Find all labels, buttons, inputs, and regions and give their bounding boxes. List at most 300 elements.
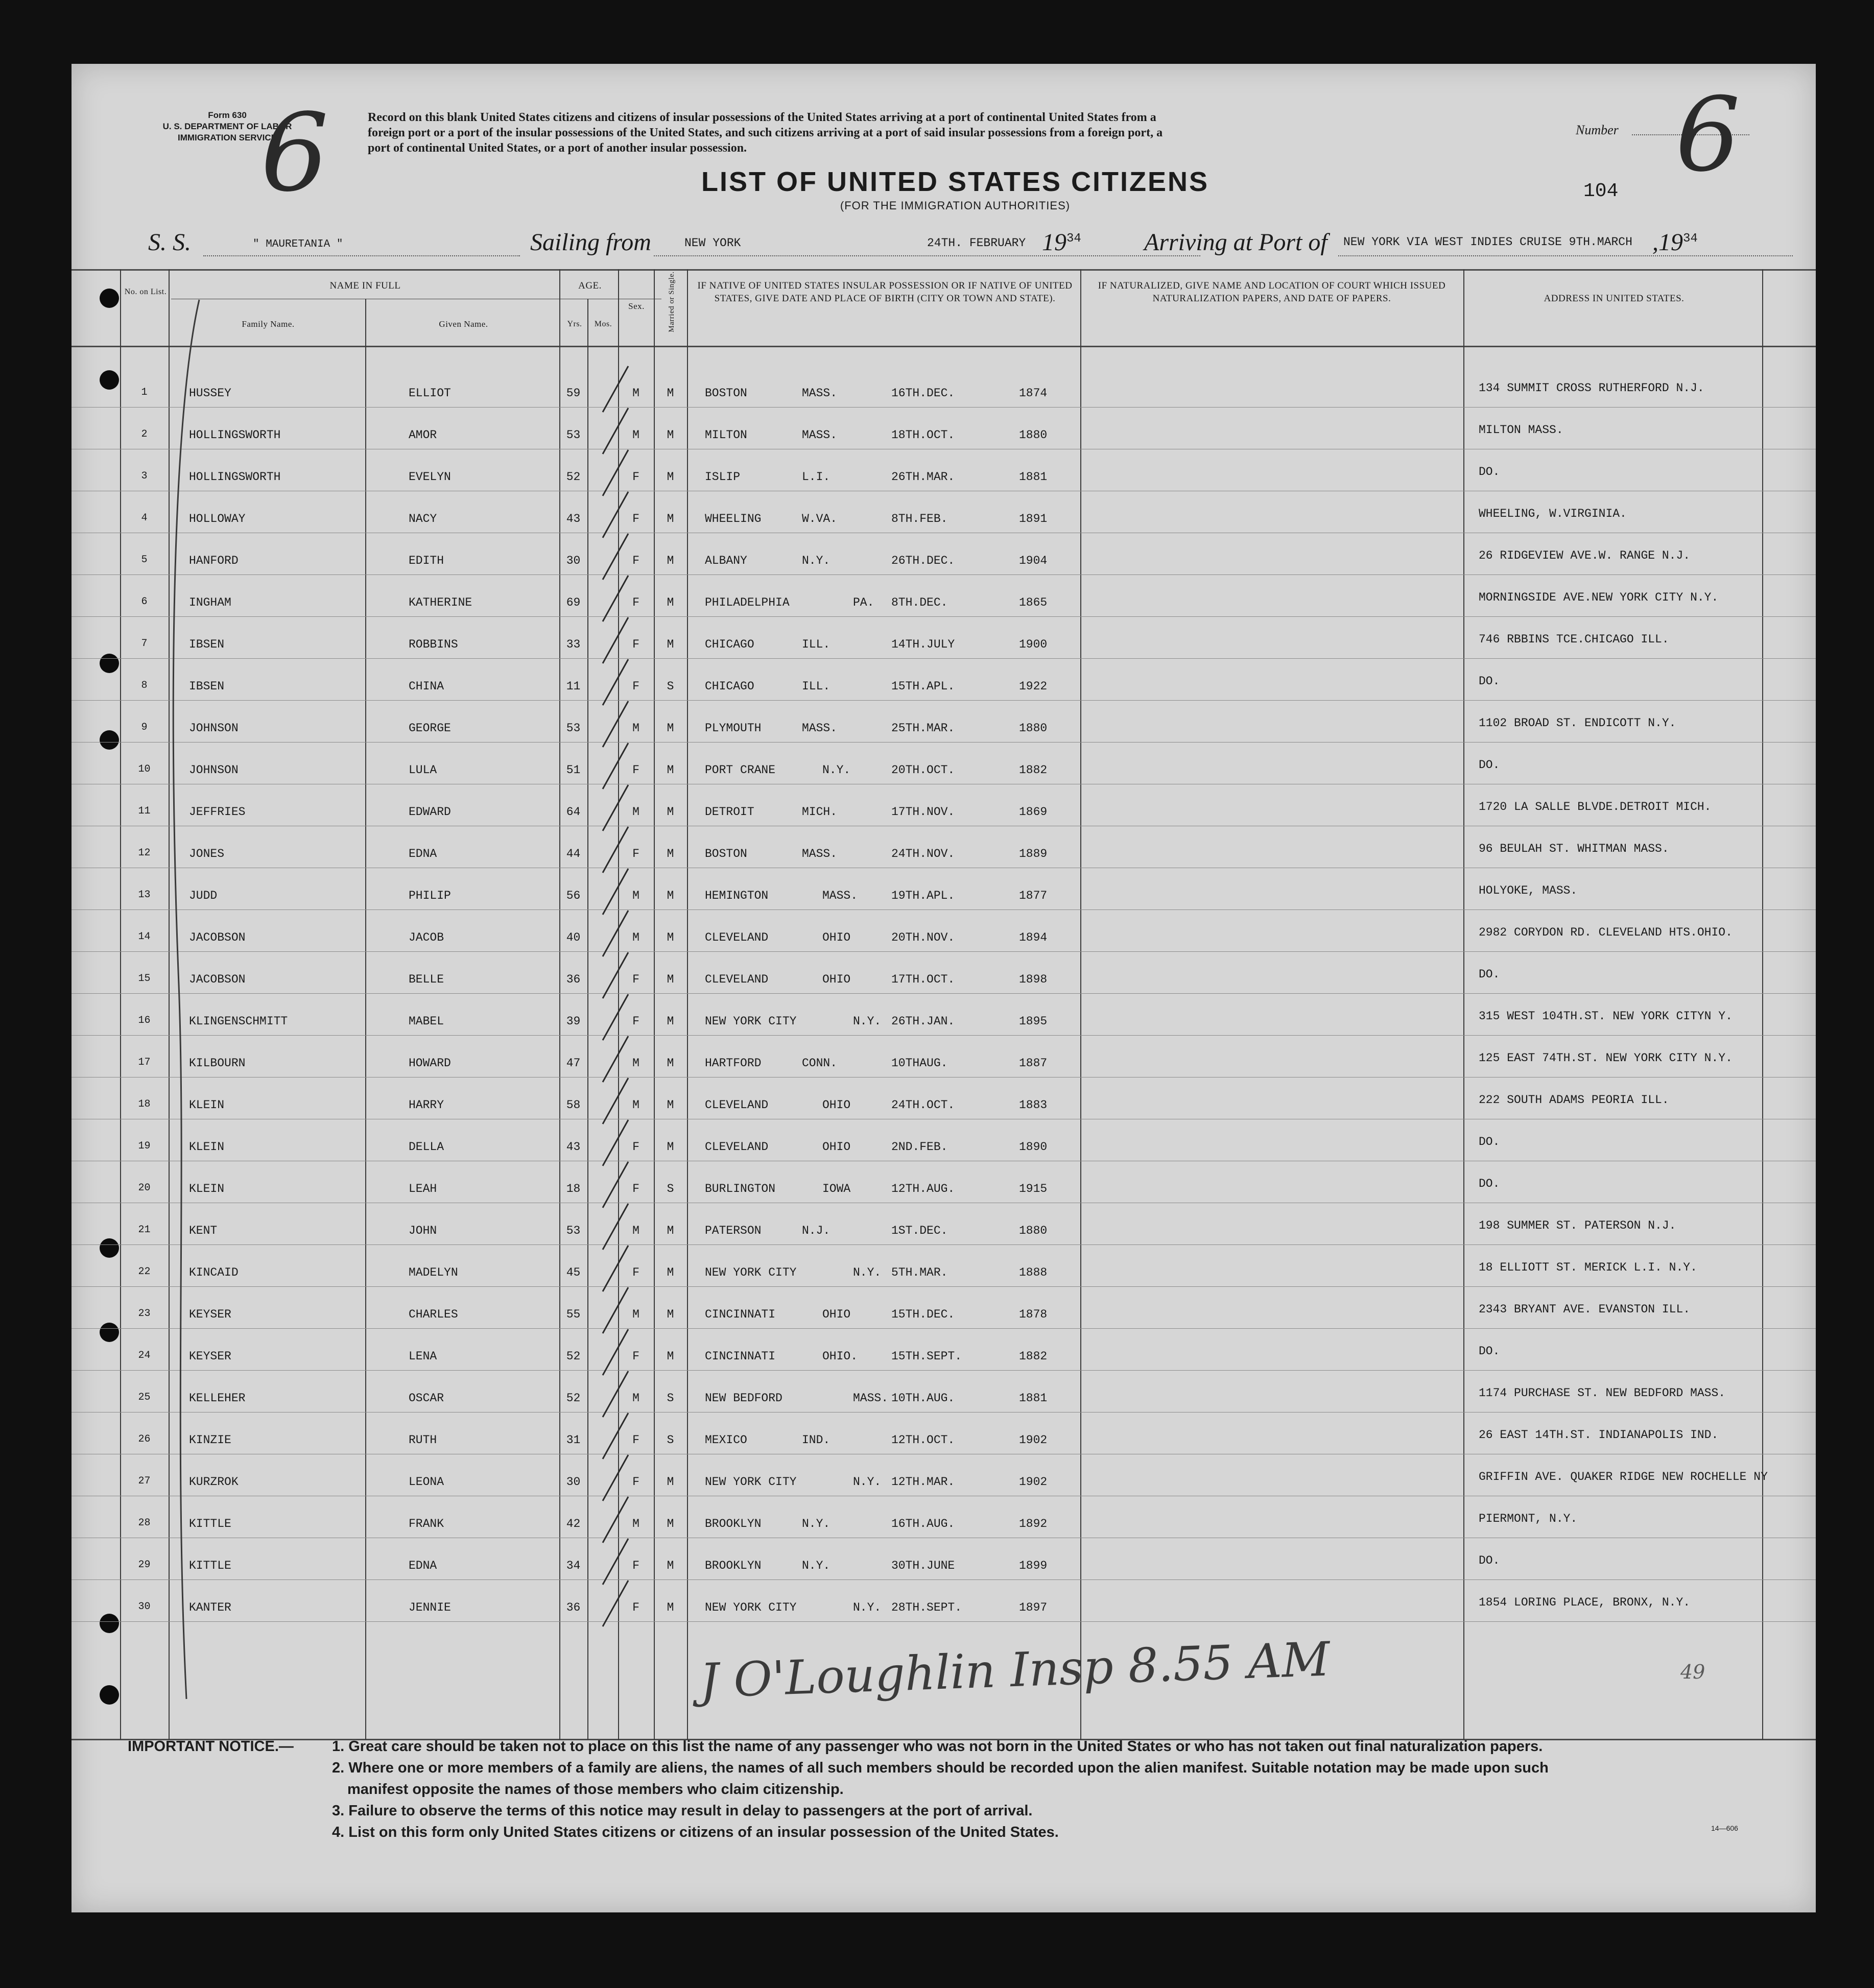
col-head-name: NAME IN FULL [329, 280, 401, 291]
cell-sex: F [632, 1559, 639, 1572]
cell-family: KINZIE [189, 1433, 231, 1447]
cell-date: 17TH.OCT. [891, 973, 955, 986]
cell-age: 55 [566, 1308, 581, 1321]
cell-sex: M [632, 428, 639, 442]
cell-no: 4 [141, 512, 148, 524]
cell-address: DO. [1479, 758, 1500, 772]
check-tick [603, 534, 628, 580]
cell-age: 36 [566, 973, 581, 986]
cell-given: MABEL [409, 1015, 444, 1028]
cell-age: 53 [566, 1224, 581, 1237]
cell-state: MASS. [802, 847, 838, 860]
cell-sex: M [632, 889, 639, 902]
check-tick [603, 450, 628, 496]
cell-age: 31 [566, 1433, 581, 1447]
cell-age: 44 [566, 847, 581, 860]
handwritten-number-right: 6 [1675, 76, 1741, 195]
cell-state: MASS. [853, 1392, 889, 1405]
cell-address: DO. [1479, 1177, 1500, 1190]
cell-year: 1895 [1019, 1015, 1048, 1028]
cell-year: 1892 [1019, 1517, 1048, 1530]
cell-family: IBSEN [189, 680, 225, 693]
cell-age: 45 [566, 1266, 581, 1279]
cell-city: BURLINGTON [705, 1182, 776, 1195]
cell-ms: M [667, 512, 674, 525]
page-number: 104 [1583, 180, 1619, 202]
cell-address: GRIFFIN AVE. QUAKER RIDGE NEW ROCHELLE NY [1479, 1470, 1768, 1483]
check-tick [603, 1329, 628, 1375]
arriving-port: NEW YORK VIA WEST INDIES CRUISE 9TH.MARCH [1343, 235, 1632, 249]
notice-label: IMPORTANT NOTICE.— [128, 1738, 294, 1755]
cell-no: 28 [138, 1517, 151, 1529]
cell-sex: M [632, 1517, 639, 1530]
col-rule [1463, 269, 1464, 1740]
cell-state: N.Y. [802, 1517, 831, 1530]
margin-note: 49 [1680, 1661, 1705, 1683]
check-tick [603, 1162, 628, 1208]
cell-year: 1899 [1019, 1559, 1048, 1572]
instruction-line: foreign port or a port of the insular possessions of the United States, and such citizens arriving at a port of said insular possessions from a foreign port, a [368, 126, 1163, 139]
instruction-line: port of continental United States, or a port of another insular possession. [368, 141, 747, 155]
cell-date: 10TH.AUG. [891, 1392, 955, 1405]
col-head-age: AGE. [578, 280, 602, 291]
check-tick [603, 366, 628, 412]
cell-sex: M [632, 931, 639, 944]
cell-ms: M [667, 1601, 674, 1614]
cell-sex: F [632, 680, 639, 693]
cell-city: CHICAGO [705, 680, 754, 693]
cell-year: 1869 [1019, 805, 1048, 819]
cell-state: N.Y. [853, 1015, 882, 1028]
cell-age: 58 [566, 1098, 581, 1112]
cell-address: DO. [1479, 1135, 1500, 1148]
page-subtitle: (FOR THE IMMIGRATION AUTHORITIES) [840, 199, 1071, 212]
cell-year: 1904 [1019, 554, 1048, 567]
cell-state: MASS. [822, 889, 858, 902]
cell-year: 1874 [1019, 387, 1048, 400]
cell-date: 24TH.NOV. [891, 847, 955, 860]
check-tick [603, 785, 628, 831]
cell-given: GEORGE [409, 722, 451, 735]
cell-age: 43 [566, 1140, 581, 1154]
cell-family: KLINGENSCHMITT [189, 1015, 288, 1028]
cell-sex: F [632, 1015, 639, 1028]
cell-ms: M [667, 387, 674, 400]
cell-given: EDITH [409, 554, 444, 567]
cell-year: 1915 [1019, 1182, 1048, 1195]
form-number: Form 630 [208, 110, 247, 120]
cell-date: 8TH.DEC. [891, 596, 948, 609]
instruction-line: Record on this blank United States citizens and citizens of insular possessions of the United States arriving at a port of continental United States from a [368, 111, 1156, 124]
check-tick [603, 1413, 628, 1459]
check-tick [603, 1539, 628, 1585]
cell-year: 1900 [1019, 638, 1048, 651]
cell-ms: M [667, 847, 674, 860]
cell-address: MORNINGSIDE AVE.NEW YORK CITY N.Y. [1479, 591, 1719, 604]
cell-state: L.I. [802, 470, 831, 484]
cell-no: 21 [138, 1224, 151, 1236]
cell-ms: M [667, 638, 674, 651]
cell-city: NEW BEDFORD [705, 1392, 782, 1405]
cell-sex: M [632, 722, 639, 735]
cell-state: N.Y. [853, 1601, 882, 1614]
cell-given: MADELYN [409, 1266, 458, 1279]
cell-ms: M [667, 1350, 674, 1363]
cell-sex: M [632, 387, 639, 400]
cell-age: 34 [566, 1559, 581, 1572]
check-tick [603, 701, 628, 747]
col-head-given: Given Name. [439, 319, 488, 329]
cell-family: JUDD [189, 889, 218, 902]
cell-year: 1880 [1019, 428, 1048, 442]
cell-address: DO. [1479, 465, 1500, 478]
cell-sex: F [632, 1475, 639, 1489]
cell-city: HARTFORD [705, 1057, 762, 1070]
arriving-label: Arriving at Port of [1144, 229, 1327, 256]
cell-ms: M [667, 1475, 674, 1489]
cell-year: 1881 [1019, 1392, 1048, 1405]
cell-state: OHIO. [822, 1350, 858, 1363]
cell-address: 198 SUMMER ST. PATERSON N.J. [1479, 1219, 1676, 1232]
check-tick [603, 1120, 628, 1166]
cell-date: 26TH.MAR. [891, 470, 955, 484]
col-rule [1080, 269, 1081, 1740]
cell-address: 1720 LA SALLE BLVDE.DETROIT MICH. [1479, 800, 1712, 813]
cell-ms: M [667, 763, 674, 777]
cell-year: 1891 [1019, 512, 1048, 525]
col-head-naturalized: IF NATURALIZED, GIVE NAME AND LOCATION OF COURT WHICH ISSUED NATURALIZATION PAPERS, AND DATE OF PAPERS. [1098, 280, 1446, 304]
cell-given: EDWARD [409, 805, 451, 819]
check-tick [603, 1371, 628, 1417]
cell-no: 12 [138, 847, 151, 859]
cell-family: HUSSEY [189, 387, 231, 400]
cell-state: ILL. [802, 680, 831, 693]
cell-no: 25 [138, 1392, 151, 1403]
cell-given: JACOB [409, 931, 444, 944]
cell-city: NEW YORK CITY [705, 1475, 797, 1489]
cell-year: 1865 [1019, 596, 1048, 609]
cell-family: KEYSER [189, 1350, 231, 1363]
cell-sex: F [632, 638, 639, 651]
cell-city: WHEELING [705, 512, 762, 525]
cell-ms: M [667, 1140, 674, 1154]
ship-line [203, 255, 520, 256]
cell-family: KITTLE [189, 1517, 231, 1530]
cell-ms: M [667, 596, 674, 609]
cell-age: 30 [566, 1475, 581, 1489]
cell-date: 25TH.MAR. [891, 722, 955, 735]
check-tick [603, 743, 628, 789]
cell-family: KURZROK [189, 1475, 239, 1489]
cell-date: 12TH.AUG. [891, 1182, 955, 1195]
cell-address: 125 EAST 74TH.ST. NEW YORK CITY N.Y. [1479, 1051, 1733, 1065]
cell-no: 30 [138, 1601, 151, 1613]
cell-ms: S [667, 1392, 674, 1405]
cell-family: HOLLINGSWORTH [189, 470, 281, 484]
cell-city: CLEVELAND [705, 973, 769, 986]
cell-city: MILTON [705, 428, 747, 442]
cell-age: 33 [566, 638, 581, 651]
cell-age: 42 [566, 1517, 581, 1530]
check-tick [603, 827, 628, 873]
cell-city: BOSTON [705, 847, 747, 860]
cell-ms: M [667, 1098, 674, 1112]
cell-address: 746 RBBINS TCE.CHICAGO ILL. [1479, 633, 1669, 646]
cell-state: IOWA [822, 1182, 851, 1195]
cell-ms: M [667, 1224, 674, 1237]
cell-no: 9 [141, 722, 148, 733]
cell-ms: M [667, 931, 674, 944]
cell-date: 17TH.NOV. [891, 805, 955, 819]
cell-age: 53 [566, 428, 581, 442]
cell-sex: F [632, 847, 639, 860]
cell-sex: M [632, 1308, 639, 1321]
cell-given: EDNA [409, 1559, 437, 1572]
cell-family: JEFFRIES [189, 805, 246, 819]
cell-date: 15TH.SEPT. [891, 1350, 962, 1363]
cell-year: 1894 [1019, 931, 1048, 944]
cell-date: 15TH.APL. [891, 680, 955, 693]
cell-city: ISLIP [705, 470, 741, 484]
cell-date: 26TH.JAN. [891, 1015, 955, 1028]
cell-state: CONN. [802, 1057, 838, 1070]
cell-no: 14 [138, 931, 151, 943]
cell-address: HOLYOKE, MASS. [1479, 884, 1578, 897]
cell-ms: M [667, 1057, 674, 1070]
notice-item: 3. Failure to observe the terms of this notice may result in delay to passengers at the port of arrival. [332, 1803, 1033, 1819]
cell-age: 69 [566, 596, 581, 609]
cell-year: 1878 [1019, 1308, 1048, 1321]
cell-given: HARRY [409, 1098, 444, 1112]
col-head-family: Family Name. [242, 319, 295, 329]
cell-state: ILL. [802, 638, 831, 651]
check-tick [603, 576, 628, 621]
cell-address: DO. [1479, 675, 1500, 688]
col-head-sex: Sex. [628, 301, 645, 311]
page-title: LIST OF UNITED STATES CITIZENS [701, 166, 1209, 197]
notice-code: 14—606 [1711, 1824, 1738, 1832]
cell-given: JENNIE [409, 1601, 451, 1614]
cell-city: NEW YORK CITY [705, 1266, 797, 1279]
col-head-no: No. on List. [124, 288, 167, 296]
cell-given: LENA [409, 1350, 437, 1363]
cell-given: CHINA [409, 680, 444, 693]
check-tick [603, 1455, 628, 1501]
cell-age: 43 [566, 512, 581, 525]
arriving-line [1338, 255, 1793, 256]
cell-family: JOHNSON [189, 763, 239, 777]
cell-family: KANTER [189, 1601, 231, 1614]
cell-city: CINCINNATI [705, 1308, 776, 1321]
cell-city: CHICAGO [705, 638, 754, 651]
cell-given: BELLE [409, 973, 444, 986]
cell-address: 2982 CORYDON RD. CLEVELAND HTS.OHIO. [1479, 926, 1733, 939]
col-head-address: ADDRESS IN UNITED STATES. [1544, 293, 1685, 304]
cell-sex: M [632, 1098, 639, 1112]
cell-year: 1881 [1019, 470, 1048, 484]
cell-age: 64 [566, 805, 581, 819]
cell-family: KEYSER [189, 1308, 231, 1321]
cell-family: IBSEN [189, 638, 225, 651]
cell-address: 18 ELLIOTT ST. MERICK L.I. N.Y. [1479, 1261, 1697, 1274]
cell-address: 26 EAST 14TH.ST. INDIANAPOLIS IND. [1479, 1428, 1719, 1442]
cell-state: OHIO [822, 1140, 851, 1154]
cell-given: LULA [409, 763, 437, 777]
cell-family: KENT [189, 1224, 218, 1237]
arrival-year-prefix: ,19 [1652, 229, 1683, 256]
arrival-year [1652, 228, 1698, 256]
cell-family: KILBOURN [189, 1057, 246, 1070]
check-tick [603, 1580, 628, 1626]
cell-given: HOWARD [409, 1057, 451, 1070]
sailing-year-suffix: 34 [1066, 232, 1081, 246]
cell-state: N.Y. [853, 1475, 882, 1489]
cell-year: 1882 [1019, 763, 1048, 777]
cell-ms: M [667, 1559, 674, 1572]
cell-year: 1887 [1019, 1057, 1048, 1070]
cell-address: DO. [1479, 968, 1500, 981]
cell-city: NEW YORK CITY [705, 1601, 797, 1614]
cell-state: W.VA. [802, 512, 838, 525]
cell-date: 12TH.MAR. [891, 1475, 955, 1489]
cell-ms: M [667, 428, 674, 442]
cell-year: 1897 [1019, 1601, 1048, 1614]
cell-state: PA. [853, 596, 874, 609]
cell-age: 47 [566, 1057, 581, 1070]
cell-address: 315 WEST 104TH.ST. NEW YORK CITYN Y. [1479, 1010, 1733, 1023]
cell-date: 5TH.MAR. [891, 1266, 948, 1279]
cell-address: 96 BEULAH ST. WHITMAN MASS. [1479, 842, 1669, 855]
cell-address: 1854 LORING PLACE, BRONX, N.Y. [1479, 1596, 1691, 1609]
service: IMMIGRATION SERVICE [178, 133, 277, 142]
cell-address: 1102 BROAD ST. ENDICOTT N.Y. [1479, 716, 1676, 730]
cell-date: 20TH.NOV. [891, 931, 955, 944]
cell-state: OHIO [822, 1308, 851, 1321]
cell-age: 11 [566, 680, 581, 693]
cell-year: 1902 [1019, 1433, 1048, 1447]
cell-given: JOHN [409, 1224, 437, 1237]
form-instructions [368, 110, 1573, 156]
cell-date: 8TH.FEB. [891, 512, 948, 525]
cell-family: KLEIN [189, 1098, 225, 1112]
cell-state: MASS. [802, 722, 838, 735]
cell-sex: F [632, 1601, 639, 1614]
cell-given: KATHERINE [409, 596, 472, 609]
cell-year: 1922 [1019, 680, 1048, 693]
cell-no: 24 [138, 1350, 151, 1361]
passenger-table [72, 269, 1816, 1740]
check-tick [603, 492, 628, 538]
cell-family: HOLLINGSWORTH [189, 428, 281, 442]
cell-sex: F [632, 1433, 639, 1447]
cell-no: 6 [141, 596, 148, 608]
col-head-yrs: Yrs. [567, 320, 582, 328]
cell-age: 40 [566, 931, 581, 944]
cell-age: 39 [566, 1015, 581, 1028]
notice-item: manifest opposite the names of those members who claim citizenship. [347, 1781, 844, 1798]
cell-given: OSCAR [409, 1392, 444, 1405]
cell-given: LEAH [409, 1182, 437, 1195]
cell-ms: M [667, 973, 674, 986]
cell-city: CLEVELAND [705, 931, 769, 944]
check-tick [603, 1497, 628, 1543]
department: U. S. DEPARTMENT OF LABOR [162, 122, 292, 131]
cell-age: 51 [566, 763, 581, 777]
number-label: Number [1576, 123, 1619, 137]
cell-address: 1174 PURCHASE ST. NEW BEDFORD MASS. [1479, 1386, 1726, 1400]
cell-age: 52 [566, 1350, 581, 1363]
check-tick [603, 869, 628, 915]
cell-sex: F [632, 1182, 639, 1195]
sailing-year-prefix: 19 [1042, 229, 1066, 256]
cell-no: 10 [138, 763, 151, 775]
cell-ms: S [667, 1182, 674, 1195]
cell-no: 7 [141, 638, 148, 650]
cell-state: MASS. [802, 428, 838, 442]
cell-given: DELLA [409, 1140, 444, 1154]
cell-date: 19TH.APL. [891, 889, 955, 902]
check-tick [603, 952, 628, 998]
cell-ms: S [667, 680, 674, 693]
cell-family: KITTLE [189, 1559, 231, 1572]
cell-family: INGHAM [189, 596, 231, 609]
cell-age: 18 [566, 1182, 581, 1195]
cell-sex: F [632, 1350, 639, 1363]
col-head-married: Married or Single. [668, 271, 676, 332]
cell-date: 15TH.DEC. [891, 1308, 955, 1321]
cell-ms: M [667, 722, 674, 735]
cell-address: DO. [1479, 1554, 1500, 1567]
cell-date: 16TH.AUG. [891, 1517, 955, 1530]
cell-sex: F [632, 596, 639, 609]
cell-given: ELLIOT [409, 387, 451, 400]
sailing-date: 24TH. FEBRUARY [927, 236, 1026, 250]
cell-city: NEW YORK CITY [705, 1015, 797, 1028]
cell-given: EVELYN [409, 470, 451, 484]
cell-sex: F [632, 554, 639, 567]
cell-city: BROOKLYN [705, 1559, 762, 1572]
arrival-year-suffix: 34 [1683, 232, 1698, 246]
cell-city: PLYMOUTH [705, 722, 762, 735]
cell-family: KINCAID [189, 1266, 239, 1279]
check-tick [603, 1246, 628, 1291]
cell-city: CINCINNATI [705, 1350, 776, 1363]
cell-date: 1ST.DEC. [891, 1224, 948, 1237]
cell-given: PHILIP [409, 889, 451, 902]
cell-address: 222 SOUTH ADAMS PEORIA ILL. [1479, 1093, 1669, 1107]
cell-no: 5 [141, 554, 148, 566]
cell-given: CHARLES [409, 1308, 458, 1321]
cell-state: OHIO [822, 931, 851, 944]
cell-address: 2343 BRYANT AVE. EVANSTON ILL. [1479, 1303, 1691, 1316]
cell-state: IND. [802, 1433, 831, 1447]
cell-date: 20TH.OCT. [891, 763, 955, 777]
cell-city: MEXICO [705, 1433, 747, 1447]
cell-sex: F [632, 1266, 639, 1279]
cell-city: BOSTON [705, 387, 747, 400]
cell-no: 15 [138, 973, 151, 985]
cell-no: 13 [138, 889, 151, 901]
cell-ms: M [667, 805, 674, 819]
check-tick [603, 408, 628, 454]
cell-year: 1898 [1019, 973, 1048, 986]
cell-ms: M [667, 470, 674, 484]
check-tick [603, 994, 628, 1040]
cell-date: 28TH.SEPT. [891, 1601, 962, 1614]
cell-date: 26TH.DEC. [891, 554, 955, 567]
cell-no: 22 [138, 1266, 151, 1278]
cell-date: 12TH.OCT. [891, 1433, 955, 1447]
